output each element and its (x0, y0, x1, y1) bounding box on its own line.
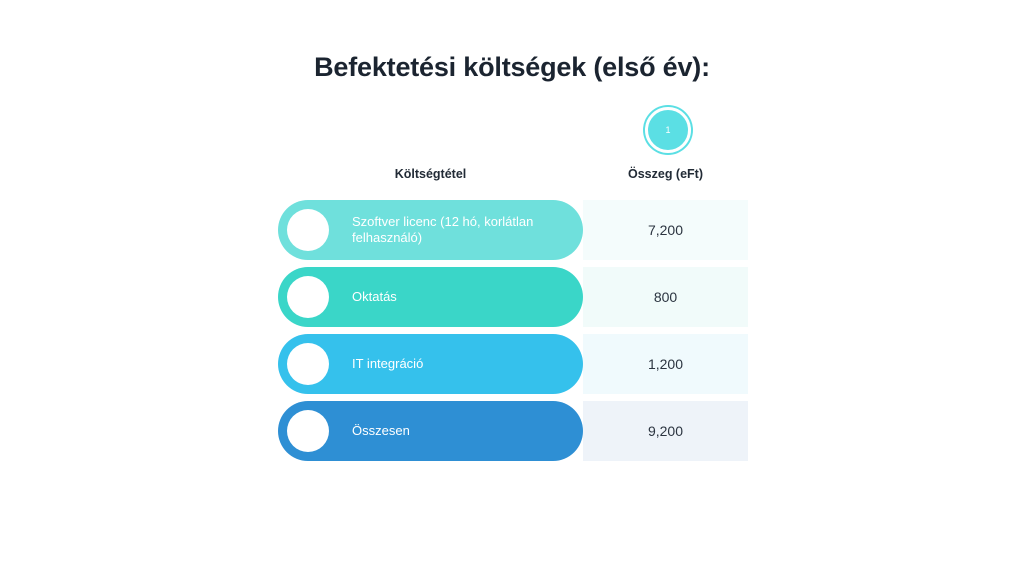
table-header (278, 140, 748, 200)
row-bar (278, 267, 583, 327)
table-row (278, 267, 748, 327)
step-badge-label: 1 (665, 125, 671, 135)
table-row (278, 200, 748, 260)
page-title: Befektetési költségek (első év): (314, 52, 710, 82)
bullet-circle-icon (287, 276, 329, 318)
bullet-circle-icon (287, 410, 329, 452)
row-label: Szoftver licenc (12 hó, korlátlan felhasználó) (352, 214, 534, 245)
row-label: Összesen (352, 423, 410, 438)
bullet-circle-icon (287, 343, 329, 385)
cost-table (278, 140, 748, 468)
table-row (278, 334, 748, 394)
row-label: IT integráció (352, 356, 424, 371)
table-body (278, 200, 748, 461)
row-amount: 800 (583, 267, 748, 327)
row-label: Oktatás (352, 289, 397, 304)
bullet-circle-icon (287, 209, 329, 251)
row-bar (278, 200, 583, 260)
column-header-amount: Összeg (eFt) (627, 167, 703, 181)
row-amount: 1,200 (583, 334, 748, 394)
table-row (278, 401, 748, 461)
row-amount: 9,200 (583, 401, 748, 461)
row-bar (278, 334, 583, 394)
row-amount: 7,200 (583, 200, 748, 260)
row-bar (278, 401, 583, 461)
column-header-item: Költségtétel (394, 167, 467, 181)
